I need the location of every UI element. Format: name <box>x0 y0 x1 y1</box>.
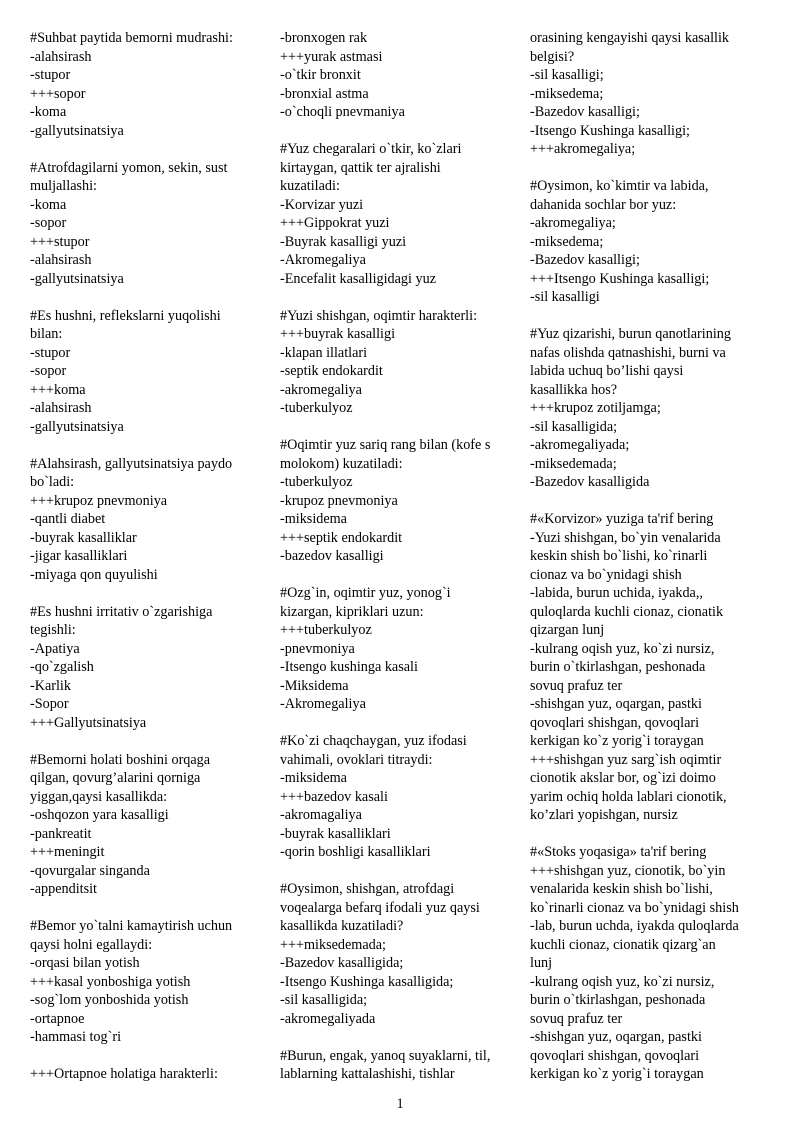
text-line: +++septik endokardit <box>280 529 403 546</box>
question-block <box>280 307 525 418</box>
text-line: -Bazedov kasalligi; <box>530 252 640 268</box>
text-line: #Es hushni irritativ o`zgarishiga <box>30 603 213 620</box>
text-line: -sil kasalligi <box>530 289 600 305</box>
text-line: bilan: <box>30 326 63 342</box>
text-line: tegishli: <box>30 622 76 638</box>
block-gap <box>530 307 775 326</box>
text-column-3 <box>530 29 775 1084</box>
text-line: +++bazedov kasali <box>280 788 388 805</box>
block-gap <box>280 418 525 437</box>
text-line: nafas olishda qatnashishi, burni va <box>530 344 726 361</box>
text-line: -o`choqli pnevmaniya <box>280 104 405 120</box>
text-line: burin o`tkirlashgan, peshonada <box>530 992 706 1008</box>
text-line: -qo`zgalish <box>30 659 94 675</box>
text-line: +++shishgan yuz sarg`ish oqimtir <box>530 751 722 768</box>
text-line: #Atrofdagilarni yomon, sekin, sust <box>30 159 228 176</box>
text-line: orasining kengayishi qaysi kasallik <box>530 30 729 46</box>
text-line: +++buyrak kasalligi <box>280 326 396 342</box>
text-line: -miksedemada; <box>530 455 617 472</box>
text-line: yarim ochiq holda lablari cionotik, <box>530 788 727 805</box>
text-line: #Bemor yo`talni kamaytirish uchun <box>30 918 233 934</box>
block-gap <box>280 862 525 881</box>
text-line: -sopor <box>30 363 67 379</box>
text-line: -akromagaliya <box>280 807 362 823</box>
text-line: -Sopor <box>30 696 69 712</box>
text-line: -miyaga qon quyulishi <box>30 566 158 583</box>
text-line: -miksedema; <box>530 85 604 102</box>
text-line: yiggan,qaysi kasallikda: <box>30 788 168 805</box>
text-line: -kulrang oqish yuz, ko`zi nursiz, <box>530 973 715 990</box>
text-line: -Yuzi shishgan, bo`yin venalarida <box>530 529 721 546</box>
text-line: #Alahsirash, gallyutsinatsiya paydo <box>30 455 233 472</box>
text-line: -Bazedov kasalligida <box>530 474 650 490</box>
text-line: -bazedov kasalligi <box>280 548 384 564</box>
block-gap <box>30 140 265 159</box>
text-line: -sopor <box>30 215 67 231</box>
text-line: +++akromegaliya; <box>530 141 636 157</box>
text-line: -sil kasalligi; <box>530 67 604 83</box>
text-column-2 <box>280 29 525 1084</box>
block-gap <box>280 288 525 307</box>
text-line: labida uchuq bo’lishi qaysi <box>530 363 684 379</box>
text-line: -gallyutsinatsiya <box>30 122 124 139</box>
text-line: -qantli diabet <box>30 511 106 527</box>
text-line: -miksidema <box>280 511 347 527</box>
text-line: -sil kasalligida; <box>530 418 618 435</box>
question-block <box>530 510 775 825</box>
text-line: -alahsirash <box>30 252 92 268</box>
text-line: -Bazedov kasalligida; <box>280 955 404 971</box>
text-line: -appenditsit <box>30 881 97 897</box>
block-gap <box>530 492 775 511</box>
question-block <box>30 917 265 1047</box>
text-line: -bronxogen rak <box>280 30 368 46</box>
block-gap <box>280 566 525 585</box>
question-block <box>530 177 775 307</box>
block-gap <box>280 1028 525 1047</box>
question-block <box>280 732 525 862</box>
text-line: -gallyutsinatsiya <box>30 418 124 435</box>
text-line: +++krupoz zotiljamga; <box>530 400 661 416</box>
text-line: #Bemorni holati boshini orqaga <box>30 751 211 768</box>
question-block <box>30 159 265 289</box>
text-line: cionaz va bo`ynidagi shish <box>530 566 682 583</box>
block-gap <box>530 825 775 844</box>
text-line: kerkigan ko`z yorig`i toraygan <box>530 1066 704 1082</box>
text-line: -Buyrak kasalligi yuzi <box>280 233 407 250</box>
block-gap <box>30 899 265 918</box>
text-line: bo`ladi: <box>30 474 75 490</box>
text-line: -Akromegaliya <box>280 696 366 712</box>
text-line: -Miksidema <box>280 677 349 694</box>
block-gap <box>30 288 265 307</box>
text-line: -hammasi tog`ri <box>30 1029 122 1045</box>
text-line: -Encefalit kasalligidagi yuz <box>280 270 437 287</box>
text-line: +++Ortapnoe holatiga harakterli: <box>30 1066 218 1082</box>
text-line: #Yuz chegaralari o`tkir, ko`zlari <box>280 141 462 157</box>
question-block <box>280 29 525 122</box>
text-line: qovoqlari shishgan, qovoqlari <box>530 1047 700 1064</box>
text-line: dahanida sochlar bor yuz: <box>530 196 677 213</box>
text-line: +++Gallyutsinatsiya <box>30 714 147 731</box>
page-number: 1 <box>396 1096 404 1112</box>
text-line: #Yuz qizarishi, burun qanotlarining <box>530 326 731 342</box>
text-line: -akromegaliyada; <box>530 437 630 453</box>
text-line: qaysi holni egallaydi: <box>30 936 153 953</box>
text-line: #«Stoks yoqasiga» ta'rif bering <box>530 844 707 860</box>
block-gap <box>30 436 265 455</box>
text-line: vahimali, ovoklari titraydi: <box>280 751 433 768</box>
text-line: lablarning kattalashishi, tishlar <box>280 1066 455 1082</box>
question-block <box>30 603 265 733</box>
text-line: -orqasi bilan yotish <box>30 955 140 971</box>
text-line: -lab, burun uchda, iyakda quloqlarda <box>530 918 739 934</box>
text-line: -jigar kasalliklari <box>30 548 128 564</box>
text-line: -koma <box>30 196 67 213</box>
text-line: qovoqlari shishgan, qovoqlari <box>530 714 700 731</box>
text-line: -gallyutsinatsiya <box>30 270 124 287</box>
text-line: muljallashi: <box>30 178 97 194</box>
text-line: kasallikda kuzatiladi? <box>280 918 404 934</box>
text-line: sovuq prafuz ter <box>530 1010 623 1027</box>
text-line: kerkigan ko`z yorig`i toraygan <box>530 733 704 749</box>
question-block <box>280 584 525 714</box>
text-line: -oshqozon yara kasalligi <box>30 807 169 823</box>
text-line: #Oysimon, ko`kimtir va labida, <box>530 178 709 194</box>
text-line: -tuberkulyoz <box>280 474 353 490</box>
text-line: +++krupoz pnevmoniya <box>30 492 168 509</box>
text-line: qilgan, qovurg’alarini qorniga <box>30 770 201 786</box>
text-line: -alahsirash <box>30 48 92 65</box>
text-line: quloqlarda kuchli cionaz, cionatik <box>530 603 724 620</box>
block-gap <box>30 1047 265 1066</box>
text-line: lunj <box>530 955 553 971</box>
block-gap <box>280 714 525 733</box>
question-block <box>280 880 525 1028</box>
text-line: +++miksedemada; <box>280 936 386 953</box>
text-line: -Korvizar yuzi <box>280 196 364 213</box>
text-line: -shishgan yuz, oqargan, pastki <box>530 1029 702 1045</box>
text-line: -Akromegaliya <box>280 252 366 268</box>
text-line: kasallikka hos? <box>530 381 618 398</box>
text-line: #Oqimtir yuz sariq rang bilan (kofe s <box>280 437 491 453</box>
question-block <box>530 29 775 159</box>
block-gap <box>280 122 525 141</box>
text-line: -buyrak kasalliklar <box>30 529 137 546</box>
text-line: -Bazedov kasalligi; <box>530 104 640 120</box>
text-line: kuzatiladi: <box>280 178 340 194</box>
text-line: -stupor <box>30 344 71 361</box>
text-line: molokom) kuzatiladi: <box>280 455 403 472</box>
text-line: +++Gippokrat yuzi <box>280 215 390 231</box>
text-line: -alahsirash <box>30 400 92 416</box>
text-line: venalarida keskin shish bo`lishi, <box>530 881 713 897</box>
text-line: -qovurgalar singanda <box>30 862 150 879</box>
text-line: kuchli cionaz, cionatik qizarg`an <box>530 936 716 953</box>
text-line: #Burun, engak, yanoq suyaklarni, til, <box>280 1047 491 1064</box>
text-line: #Es hushni, reflekslarni yuqolishi <box>30 307 221 324</box>
text-line: -o`tkir bronxit <box>280 67 361 83</box>
text-line: #Oysimon, shishgan, atrofdagi <box>280 881 455 897</box>
text-line: -stupor <box>30 67 71 83</box>
text-line: #Yuzi shishgan, oqimtir harakterli: <box>280 307 478 324</box>
text-line: #«Korvizor» yuziga ta'rif bering <box>530 511 714 527</box>
question-block <box>530 325 775 492</box>
text-line: -tuberkulyoz <box>280 400 353 416</box>
text-line: +++shishgan yuz, cionotik, bo`yin <box>530 862 726 879</box>
question-block <box>280 1047 525 1084</box>
question-block <box>30 307 265 437</box>
text-line: cionotik akslar bor, og`izi doimo <box>530 770 716 786</box>
text-line: -sil kasalligida; <box>280 992 368 1008</box>
text-line: -akromegaliyada <box>280 1010 376 1027</box>
text-line: qizargan lunj <box>530 622 605 638</box>
text-line: -klapan illatlari <box>280 344 368 361</box>
text-line: -akromegaliya; <box>530 215 616 231</box>
text-line: ko’zlari yopishgan, nursiz <box>530 807 678 823</box>
text-line: #Suhbat paytida bemorni mudrashi: <box>30 30 233 46</box>
text-line: -Itsengo Kushinga kasalligida; <box>280 973 454 990</box>
text-line: belgisi? <box>530 48 575 65</box>
question-block <box>280 436 525 566</box>
text-line: +++sopor <box>30 85 86 102</box>
text-line: keskin shish bo`lishi, ko`rinarli <box>530 548 708 564</box>
text-line: -shishgan yuz, oqargan, pastki <box>530 696 702 712</box>
text-line: sovuq prafuz ter <box>530 677 623 694</box>
text-line: ko`rinarli cionaz va bo`ynidagi shish <box>530 899 739 916</box>
text-line: -Apatiya <box>30 640 80 657</box>
text-line: -labida, burun uchida, iyakda,, <box>530 585 703 601</box>
block-gap <box>530 159 775 178</box>
text-line: #Ozg`in, oqimtir yuz, yonog`i <box>280 585 451 601</box>
block-gap <box>30 732 265 751</box>
text-line: -ortapnoe <box>30 1010 85 1027</box>
text-line: -qorin boshligi kasalliklari <box>280 844 431 860</box>
text-line: -miksedema; <box>530 233 604 250</box>
text-line: -miksidema <box>280 770 347 786</box>
text-line: -septik endokardit <box>280 363 383 379</box>
text-line: -buyrak kasalliklari <box>280 825 391 842</box>
text-line: -krupoz pnevmoniya <box>280 492 398 509</box>
text-line: kirtaygan, qattik ter ajralishi <box>280 159 441 176</box>
text-line: -sog`lom yonboshida yotish <box>30 992 189 1008</box>
question-block <box>30 1065 265 1084</box>
text-line: -Itsengo Kushinga kasalligi; <box>530 122 690 139</box>
text-line: +++koma <box>30 381 86 398</box>
text-line: -koma <box>30 104 67 120</box>
text-column-1 <box>30 29 265 1084</box>
question-block <box>30 751 265 899</box>
text-line: -Itsengo kushinga kasali <box>280 659 418 675</box>
text-line: -kulrang oqish yuz, ko`zi nursiz, <box>530 640 715 657</box>
text-line: +++yurak astmasi <box>280 48 383 65</box>
text-line: +++stupor <box>30 233 90 250</box>
text-line: voqealarga befarq ifodali yuz qaysi <box>280 899 480 916</box>
text-line: +++tuberkulyoz <box>280 622 372 638</box>
text-line: +++Itsengo Kushinga kasalligi; <box>530 270 710 287</box>
text-line: +++kasal yonboshiga yotish <box>30 973 191 990</box>
question-block <box>30 29 265 140</box>
text-line: -pnevmoniya <box>280 640 355 657</box>
text-line: -akromegaliya <box>280 381 362 398</box>
question-block <box>280 140 525 288</box>
text-line: #Ko`zi chaqchaygan, yuz ifodasi <box>280 733 467 749</box>
question-block <box>530 843 775 1084</box>
text-line: +++meningit <box>30 844 105 860</box>
text-line: kizargan, kipriklari uzun: <box>280 603 424 620</box>
text-line: burin o`tkirlashgan, peshonada <box>530 659 706 675</box>
question-block <box>30 455 265 585</box>
block-gap <box>30 584 265 603</box>
text-line: -pankreatit <box>30 825 92 842</box>
text-line: -bronxial astma <box>280 85 369 102</box>
text-line: -Karlik <box>30 677 71 694</box>
